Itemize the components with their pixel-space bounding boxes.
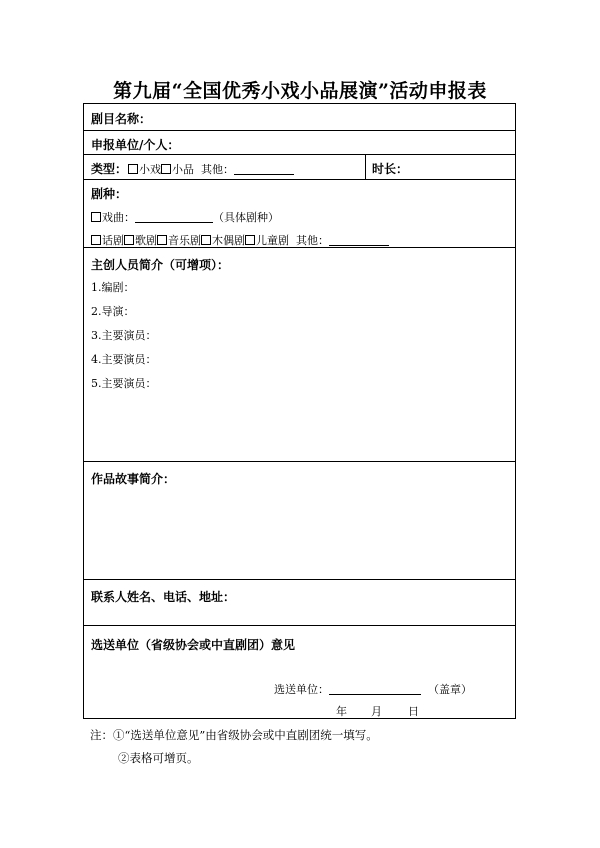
form-title: 第九届“全国优秀小戏小品展演”活动申报表 bbox=[113, 80, 487, 102]
option-children: 儿童剧 bbox=[256, 234, 289, 247]
creator-item-4: 4.主要演员： bbox=[91, 353, 157, 366]
genre-options-line: 话剧 歌剧 音乐剧 木偶剧 儿童剧 其他： bbox=[91, 232, 389, 248]
checkbox-opera-western[interactable] bbox=[124, 235, 134, 245]
row-creators bbox=[84, 248, 515, 462]
contact-label: 联系人姓名、电话、地址： bbox=[91, 590, 236, 604]
type-other-label: 其他 bbox=[201, 163, 223, 176]
type-options: 小戏 小品 其他： bbox=[128, 161, 294, 177]
creator-item-1: 1.编剧： bbox=[91, 281, 135, 294]
option-xiaopin: 小品 bbox=[172, 163, 194, 176]
row-opinion bbox=[84, 626, 515, 720]
applicant-label: 申报单位/个人： bbox=[91, 138, 180, 152]
type-label: 类型： bbox=[91, 162, 128, 176]
date-day: 日 bbox=[408, 705, 419, 718]
row-applicant bbox=[84, 131, 515, 155]
checkbox-drama[interactable] bbox=[91, 235, 101, 245]
checkbox-puppet[interactable] bbox=[201, 235, 211, 245]
note-2: ②表格可增页。 bbox=[118, 751, 199, 765]
duration-label: 时长： bbox=[372, 162, 409, 176]
type-other-blank[interactable] bbox=[234, 163, 294, 175]
note-1: 注：①“选送单位意见”由省级协会或中直剧团统一填写。 bbox=[90, 728, 378, 742]
option-opera: 戏曲 bbox=[102, 211, 124, 224]
date-year: 年 bbox=[336, 705, 347, 718]
story-label: 作品故事简介： bbox=[91, 472, 176, 486]
option-puppet: 木偶剧 bbox=[212, 234, 245, 247]
type-divider bbox=[365, 155, 366, 179]
genre-label: 剧种： bbox=[91, 187, 128, 201]
opera-hint: （具体剧种） bbox=[213, 211, 279, 224]
unit-blank[interactable] bbox=[329, 683, 421, 695]
row-contact bbox=[84, 580, 515, 626]
play-name-label: 剧目名称： bbox=[91, 112, 152, 126]
creator-item-5: 5.主要演员： bbox=[91, 377, 157, 390]
seal-label: （盖章） bbox=[428, 683, 472, 696]
row-type bbox=[84, 155, 515, 180]
creator-item-3: 3.主要演员： bbox=[91, 329, 157, 342]
checkbox-musical[interactable] bbox=[157, 235, 167, 245]
option-drama: 话剧 bbox=[102, 234, 124, 247]
opera-blank[interactable] bbox=[135, 211, 213, 223]
checkbox-opera[interactable] bbox=[91, 212, 101, 222]
checkbox-xiaopin[interactable] bbox=[161, 164, 171, 174]
row-play-name bbox=[84, 104, 515, 131]
option-musical: 音乐剧 bbox=[168, 234, 201, 247]
checkbox-xiaoxi[interactable] bbox=[128, 164, 138, 174]
option-opera-western: 歌剧 bbox=[135, 234, 157, 247]
row-story bbox=[84, 462, 515, 580]
opinion-label: 选送单位（省级协会或中直剧团）意见 bbox=[91, 638, 296, 652]
opinion-unit-line: 选送单位： （盖章） bbox=[274, 683, 472, 696]
genre-opera-line: 戏曲： （具体剧种） bbox=[91, 209, 279, 225]
checkbox-children[interactable] bbox=[245, 235, 255, 245]
option-xiaoxi: 小戏 bbox=[139, 163, 161, 176]
application-form bbox=[83, 103, 516, 719]
date-month: 月 bbox=[371, 705, 382, 718]
genre-other-blank[interactable] bbox=[329, 234, 389, 246]
row-genre bbox=[84, 180, 515, 248]
unit-label: 选送单位 bbox=[274, 683, 318, 696]
genre-other-label: 其他 bbox=[296, 234, 318, 247]
creator-item-2: 2.导演： bbox=[91, 305, 135, 318]
creators-label: 主创人员简介（可增项）： bbox=[91, 258, 230, 272]
